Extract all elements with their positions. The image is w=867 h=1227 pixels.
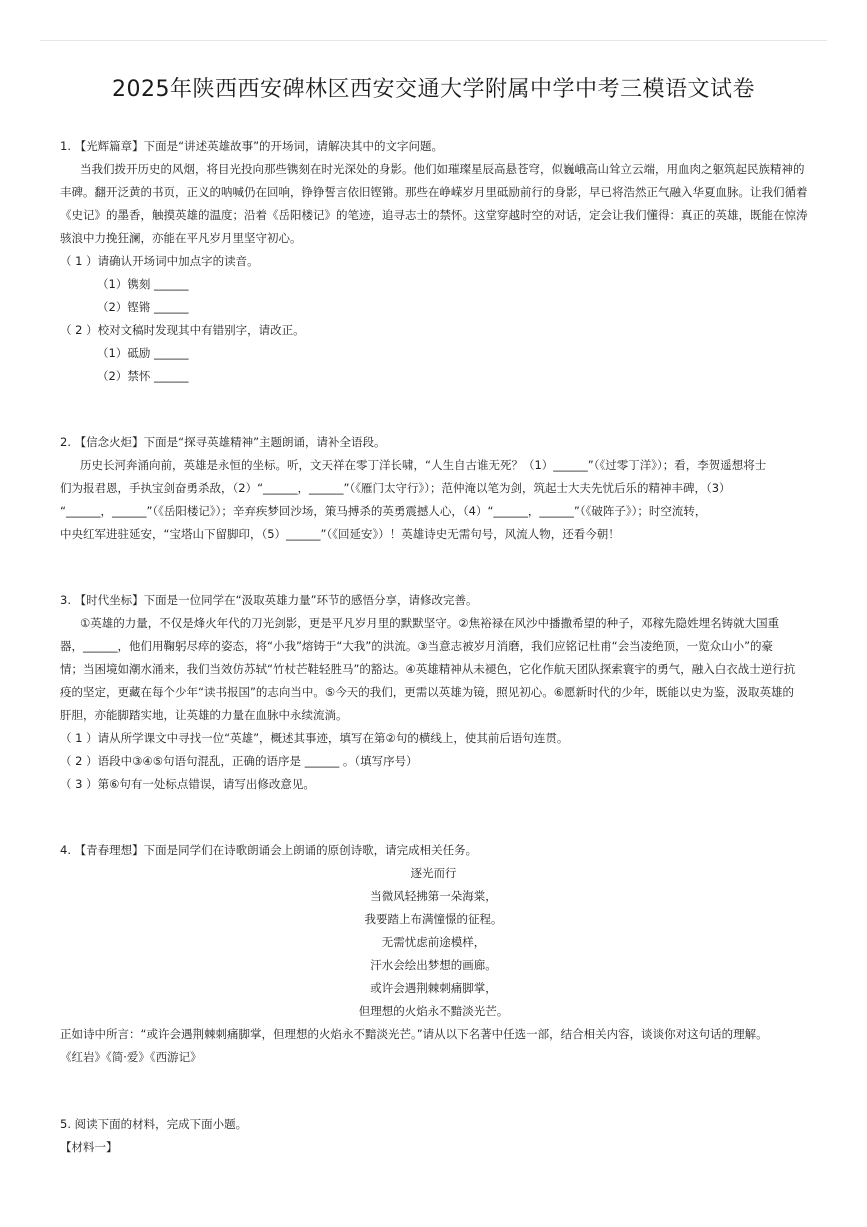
question-3-heading: 3. 【时代坐标】下面是一位同学在“汲取英雄力量”环节的感悟分享，请修改完善。 — [60, 593, 478, 607]
poem-line: 当微风轻拂第一朵海棠， — [370, 889, 497, 903]
question-1-item: （1）砥励 ______ — [97, 346, 189, 360]
question-1-paragraph-line: 当我们拨开历史的风烟，将目光投向那些镌刻在时光深处的身影。他们如璀璨星辰高悬苍穹，似巍峨高山耸立云端，用血肉之躯筑起民族精神的 — [80, 162, 805, 176]
question-1-subquestion-1: （ 1 ）请确认开场词中加点字的读音。 — [60, 254, 259, 268]
question-4-prompt: 正如诗中所言：“或许会遇荆棘刺痛脚掌，但理想的火焰永不黯淡光芒。”请从以下名著中任选一部，结合相关内容，谈谈你对这句话的理解。 — [60, 1027, 768, 1041]
question-4-heading: 4. 【青春理想】下面是同学们在诗歌朗诵会上朗诵的原创诗歌，请完成相关任务。 — [60, 843, 478, 857]
page-title: 2025年陕西西安碑林区西安交通大学附属中学中考三模语文试卷 — [112, 77, 755, 102]
question-1-item: （1）镌刻 ______ — [97, 277, 189, 291]
question-1-item: （2）铿锵 ______ — [97, 300, 189, 314]
question-1-paragraph-line: 骇浪中力挽狂澜，亦能在平凡岁月里坚守初心。 — [60, 231, 302, 245]
question-5-heading: 5. 阅读下面的材料，完成下面小题。 — [60, 1117, 248, 1131]
question-3-paragraph-line: 器，______，他们用鞠躬尽瘁的姿态，将“小我”熔铸于“大我”的洪流。③当意志被岁月消磨，我们应铭记杜甫“会当凌绝顶，一览众山小”的豪 — [60, 639, 774, 653]
question-4-book-options: 《红岩》《简·爱》《西游记》 — [60, 1050, 202, 1064]
question-2-paragraph-line: 中央红军进驻延安，“宝塔山下留脚印，（5）______”（《回延安》）！英雄诗史无需句号，风流人物，还看今朝！ — [60, 527, 620, 541]
question-3-subquestion-3: （ 3 ）第⑥句有一处标点错误，请写出修改意见。 — [60, 777, 315, 791]
question-3-paragraph-line: 情；当困境如潮水涌来，我们当效仿苏轼“竹杖芒鞋轻胜马”的豁达。④英雄精神从未褪色，它化作航天团队探索寰宇的勇气，融入白衣战士逆行抗 — [60, 662, 796, 676]
poem-title: 逐光而行 — [410, 866, 457, 880]
poem-line: 但理想的火焰永不黯淡光芒。 — [358, 1004, 509, 1018]
question-1-heading: 1. 【光辉篇章】下面是“讲述英雄故事”的开场词，请解决其中的文字问题。 — [60, 139, 444, 153]
question-3-paragraph-line: 疫的坚定，更藏在每个少年“读书报国”的志向当中。⑤今天的我们，更需以英雄为镜，照见初心。⑥愿新时代的少年，既能以史为鉴，汲取英雄的 — [60, 685, 795, 699]
poem-line: 或许会遇荆棘刺痛脚掌， — [370, 981, 497, 995]
poem-line: 汗水会绘出梦想的画廊。 — [370, 958, 497, 972]
question-1-subquestion-2: （ 2 ）校对文稿时发现其中有错别字，请改正。 — [60, 323, 305, 337]
poem-line: 无需忧虑前途模样， — [381, 935, 486, 949]
poem-line: 我要踏上布满憧憬的征程。 — [364, 912, 503, 926]
question-2-paragraph-line: “______，______”（《岳阳楼记》）；辛弃疾梦回沙场，策马搏杀的英勇震撼人心，（4）“______，______”（《破阵子》）；时空流转， — [60, 504, 707, 518]
question-2-paragraph-line: 历史长河奔涌向前，英雄是永恒的坐标。听，文天祥在零丁洋长啸，“人生自古谁无死？（1）______”（《过零丁洋》）；看，李贺遥想将士 — [80, 458, 767, 472]
question-3-subquestion-1: （ 1 ）请从所学课文中寻找一位“英雄”，概述其事迹，填写在第②句的横线上，使其前后语句连贯。 — [60, 731, 569, 745]
question-1-item: （2）禁怀 ______ — [97, 369, 189, 383]
question-2-paragraph-line: 们为报君恩，手执宝剑奋勇杀敌，（2）“______，______”（《雁门太守行》）；范仲淹以笔为剑，筑起士大夫先忧后乐的精神丰碑，（3） — [60, 481, 731, 495]
question-1-paragraph-line: 《史记》的墨香，触摸英雄的温度；沿着《岳阳楼记》的笔迹，追寻志士的禁怀。这堂穿越时空的对话，定会让我们懂得：真正的英雄，既能在惊涛 — [60, 208, 808, 222]
question-1-paragraph-line: 丰碑。翻开泛黄的书页，正义的呐喊仍在回响，铮铮誓言依旧铿锵。那些在峥嵘岁月里砥励前行的身影，早已将浩然正气融入华夏血脉。让我们循着 — [60, 185, 808, 199]
question-3-subquestion-2: （ 2 ）语段中③④⑤句语句混乱，正确的语序是 ______ 。（填写序号） — [60, 754, 418, 768]
material-1-label: 【材料一】 — [60, 1140, 118, 1154]
header-divider — [40, 40, 827, 41]
question-3-paragraph-line: ①英雄的力量，不仅是烽火年代的刀光剑影，更是平凡岁月里的默默坚守。②焦裕禄在风沙中播撒希望的种子，邓稼先隐姓埋名铸就大国重 — [80, 616, 780, 630]
question-2-heading: 2. 【信念火炬】下面是“探寻英雄精神”主题朗诵，请补全语段。 — [60, 435, 386, 449]
question-3-paragraph-line: 肝胆，亦能脚踏实地，让英雄的力量在血脉中永续流淌。 — [60, 708, 348, 722]
